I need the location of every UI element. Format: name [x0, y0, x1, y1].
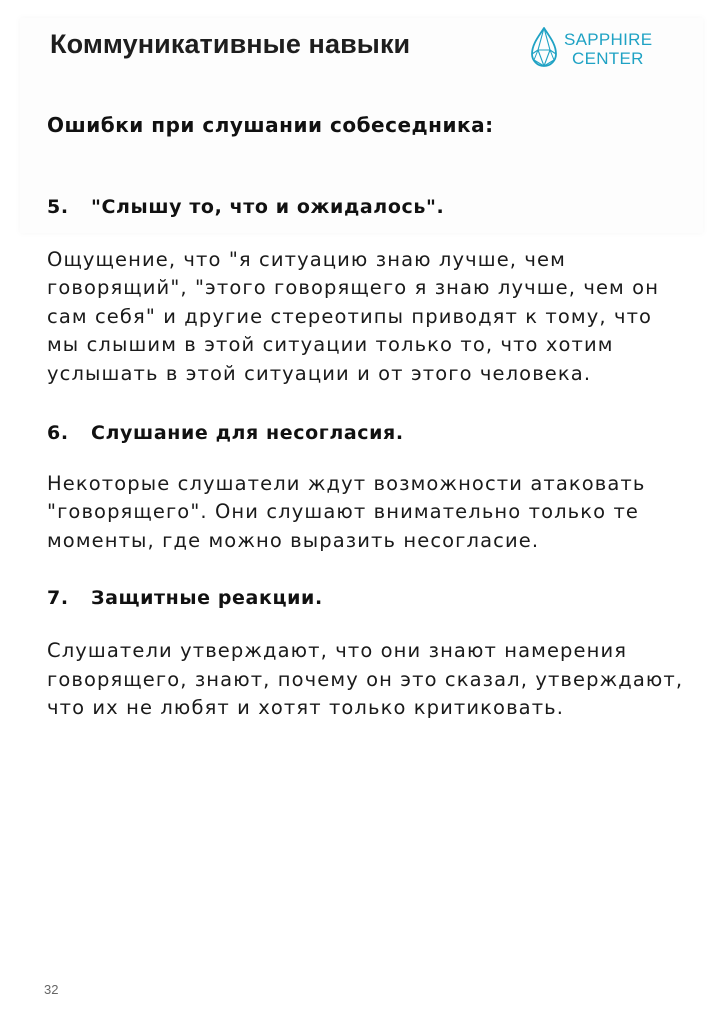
item-number: 5.	[47, 196, 69, 218]
item-title: Слушание для несогласия.	[91, 422, 404, 445]
item-description: Некоторые слушатели ждут возможности атаковать "говорящего". Они слушают внимательно только те моменты, где можно выразить несогласие.	[47, 472, 646, 552]
item-heading	[47, 190, 687, 224]
item-title: Защитные реакции.	[91, 587, 323, 610]
sapphire-center-logo	[528, 26, 652, 72]
list-item	[47, 581, 687, 722]
list-item	[47, 416, 687, 555]
document-title: Коммуникативные навыки	[50, 29, 411, 59]
logo-text-sapphire: SAPPHIRE	[564, 30, 653, 49]
item-title: "Слышу то, что и ожидалось".	[91, 196, 445, 218]
item-description: Слушатели утверждают, что они знают намерения говорящего, знают, почему он это сказал, утверждают, что их не любят и хотят только критиковать.	[47, 639, 684, 720]
section-heading: Ошибки при слушании собеседника:	[47, 113, 494, 137]
item-number: 6.	[47, 422, 69, 445]
item-number: 7.	[47, 587, 69, 610]
list-item	[47, 190, 687, 388]
item-heading	[47, 416, 687, 450]
sapphire-gem-icon	[528, 26, 560, 72]
item-description: Ощущение, что "я ситуацию знаю лучше, чем говорящий", "этого говорящего я знаю лучше, чем он сам себя" и другие стереотипы приводят к тому, что мы слышим в этой ситуации только то, что хотим услышать в этой ситуации и от этого человека.	[47, 248, 660, 385]
logo-text-center: CENTER	[572, 49, 644, 68]
item-heading	[47, 581, 687, 615]
content-body	[47, 190, 687, 722]
page-number: 32	[44, 982, 59, 997]
